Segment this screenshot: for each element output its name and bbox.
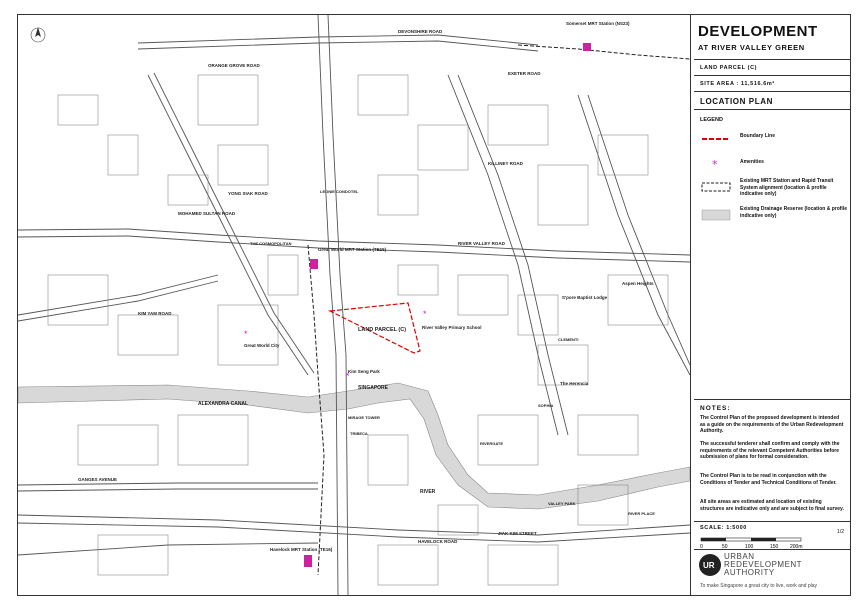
road-label: ORANGE GROVE ROAD bbox=[208, 63, 260, 68]
legend-item-drainage bbox=[700, 205, 848, 227]
north-arrow-icon bbox=[31, 27, 45, 42]
amenity-label-baptist: S'pore Baptist Lodge bbox=[562, 295, 608, 300]
scale-tick: 100 bbox=[745, 544, 754, 550]
divider bbox=[694, 91, 850, 92]
amenity-icon: * bbox=[423, 309, 427, 319]
road-label: KIM YAM ROAD bbox=[138, 311, 172, 316]
notes-title: NOTES: bbox=[700, 405, 731, 412]
legend-label: Boundary Line bbox=[740, 133, 776, 139]
amenity-icon: * bbox=[346, 371, 350, 381]
road-network bbox=[18, 15, 690, 595]
road-label: RIVER bbox=[420, 489, 436, 495]
location-map[interactable] bbox=[18, 15, 691, 595]
scale-tick: 0 bbox=[700, 544, 703, 550]
building-label: LEONIE CONDOTEL bbox=[320, 189, 359, 194]
authority-tagline: To make Singapore a great city to live, work and play bbox=[700, 583, 818, 589]
building-label: VALLEY PARK bbox=[548, 501, 576, 506]
station-label-somerset: Somerset MRT Station (NS23) bbox=[566, 21, 630, 26]
scale-tick: 150 bbox=[770, 544, 779, 550]
parcel-label: LAND PARCEL (C) bbox=[358, 327, 407, 333]
divider bbox=[694, 399, 850, 400]
legend-label: Amenities bbox=[740, 159, 764, 165]
map-svg bbox=[18, 15, 690, 595]
amenity-label-great-world: Great World City bbox=[244, 343, 280, 348]
amenity-label-school: River Valley Primary School bbox=[422, 325, 482, 330]
note-item: The Control Plan of the proposed development is intended as a guide on the requirements of the Urban Redevelopment Authority. bbox=[700, 415, 844, 434]
divider bbox=[694, 521, 850, 522]
building-label: MIRAGE TOWER bbox=[348, 415, 380, 420]
mrt-station-somerset[interactable] bbox=[566, 21, 630, 51]
authority-name-line: URBAN bbox=[724, 552, 755, 561]
page-subtitle: AT RIVER VALLEY GREEN bbox=[698, 43, 805, 52]
plan-title: LOCATION PLAN bbox=[700, 97, 773, 106]
mrt-alignment-ns bbox=[518, 45, 690, 59]
logo-letters: UR bbox=[703, 561, 715, 570]
legend-label: Existing MRT Station and Rapid Transit System alignment (location & profile indicative only) bbox=[740, 178, 834, 197]
ura-logo-icon bbox=[698, 553, 722, 577]
building-label: CLEMENTI bbox=[558, 337, 579, 342]
divider bbox=[694, 59, 850, 60]
road-label: GANGES AVENUE bbox=[78, 477, 118, 482]
road-label: YONG SIAK ROAD bbox=[228, 191, 268, 196]
mrt-station-great-world[interactable] bbox=[310, 247, 387, 269]
drainage-reserve-icon bbox=[700, 208, 732, 222]
amenity-icon bbox=[700, 156, 732, 170]
legend-title: LEGEND bbox=[700, 117, 723, 123]
building-label: RIVERGATE bbox=[480, 441, 504, 446]
scale-tick: 200m bbox=[790, 544, 803, 550]
road-label: RIVER VALLEY ROAD bbox=[458, 241, 505, 246]
divider bbox=[694, 109, 850, 110]
drawing-sheet bbox=[17, 14, 851, 596]
building-label: RIVER PLACE bbox=[628, 511, 655, 516]
note-item: The Control Plan is to be read in conjunction with the Conditions of Tender and Technical Conditions of Tender. bbox=[700, 473, 837, 486]
building-label: TRIBECA bbox=[350, 431, 368, 436]
title-block bbox=[694, 15, 850, 595]
note-item: All site areas are estimated and location of existing structures are indicative only and are subject to final survey. bbox=[700, 499, 844, 512]
site-area-label: SITE AREA : 11,516.6m² bbox=[700, 81, 775, 87]
station-label-havelock: Havelock MRT Station (TE16) bbox=[270, 547, 333, 552]
authority-name-line: AUTHORITY bbox=[724, 568, 775, 577]
svg-text:*: * bbox=[712, 158, 718, 170]
authority-name bbox=[724, 553, 802, 577]
road-label: ALEXANDRA CANAL bbox=[198, 401, 249, 407]
road-label: DEVONSHIRE ROAD bbox=[398, 29, 443, 34]
building-label: THE COSMOPOLITAN bbox=[250, 241, 292, 246]
scale-tick: 50 bbox=[722, 544, 728, 550]
authority-name-line: REDEVELOPMENT bbox=[724, 560, 803, 569]
divider bbox=[694, 549, 850, 550]
road-label: HAVELOCK ROAD bbox=[418, 539, 458, 544]
mrt-alignment-icon bbox=[700, 180, 732, 194]
amenity-icon: * bbox=[244, 329, 248, 339]
mrt-station-havelock[interactable] bbox=[270, 547, 333, 567]
road-label: JIAK KIM STREET bbox=[498, 531, 537, 536]
road-label: SINGAPORE bbox=[358, 385, 389, 391]
station-label-great-world: Great World MRT Station (TE15) bbox=[318, 247, 387, 252]
amenity-label-herencia: The Herencia bbox=[560, 381, 589, 386]
legend-label: Existing Drainage Reserve (location & profile indicative only) bbox=[740, 206, 847, 219]
page-number: 1/2 bbox=[837, 529, 844, 535]
note-item: The successful tenderer shall confirm and comply with the requirements of the relevant Competent Authorities before submission of plans for formal consideration. bbox=[700, 441, 840, 460]
amenity-label-aspen: Aspen Heights bbox=[622, 281, 654, 286]
divider bbox=[694, 75, 850, 76]
page-title: DEVELOPMENT bbox=[698, 23, 818, 40]
amenity-label-kim-seng: Kim Seng Park bbox=[348, 369, 380, 374]
scale-label: SCALE: 1:5000 bbox=[700, 525, 747, 531]
legend-item-mrt bbox=[700, 177, 848, 199]
road-label: EXETER ROAD bbox=[508, 71, 541, 76]
land-parcel-label: LAND PARCEL (C) bbox=[700, 65, 758, 71]
building-label: SOPHIA bbox=[538, 403, 554, 408]
legend-item-amenity bbox=[700, 153, 848, 175]
legend-item-boundary bbox=[700, 129, 848, 151]
boundary-line-icon bbox=[700, 132, 732, 146]
road-label: KILLINEY ROAD bbox=[488, 161, 523, 166]
road-label: MOHAMED SULTAN ROAD bbox=[178, 211, 236, 216]
